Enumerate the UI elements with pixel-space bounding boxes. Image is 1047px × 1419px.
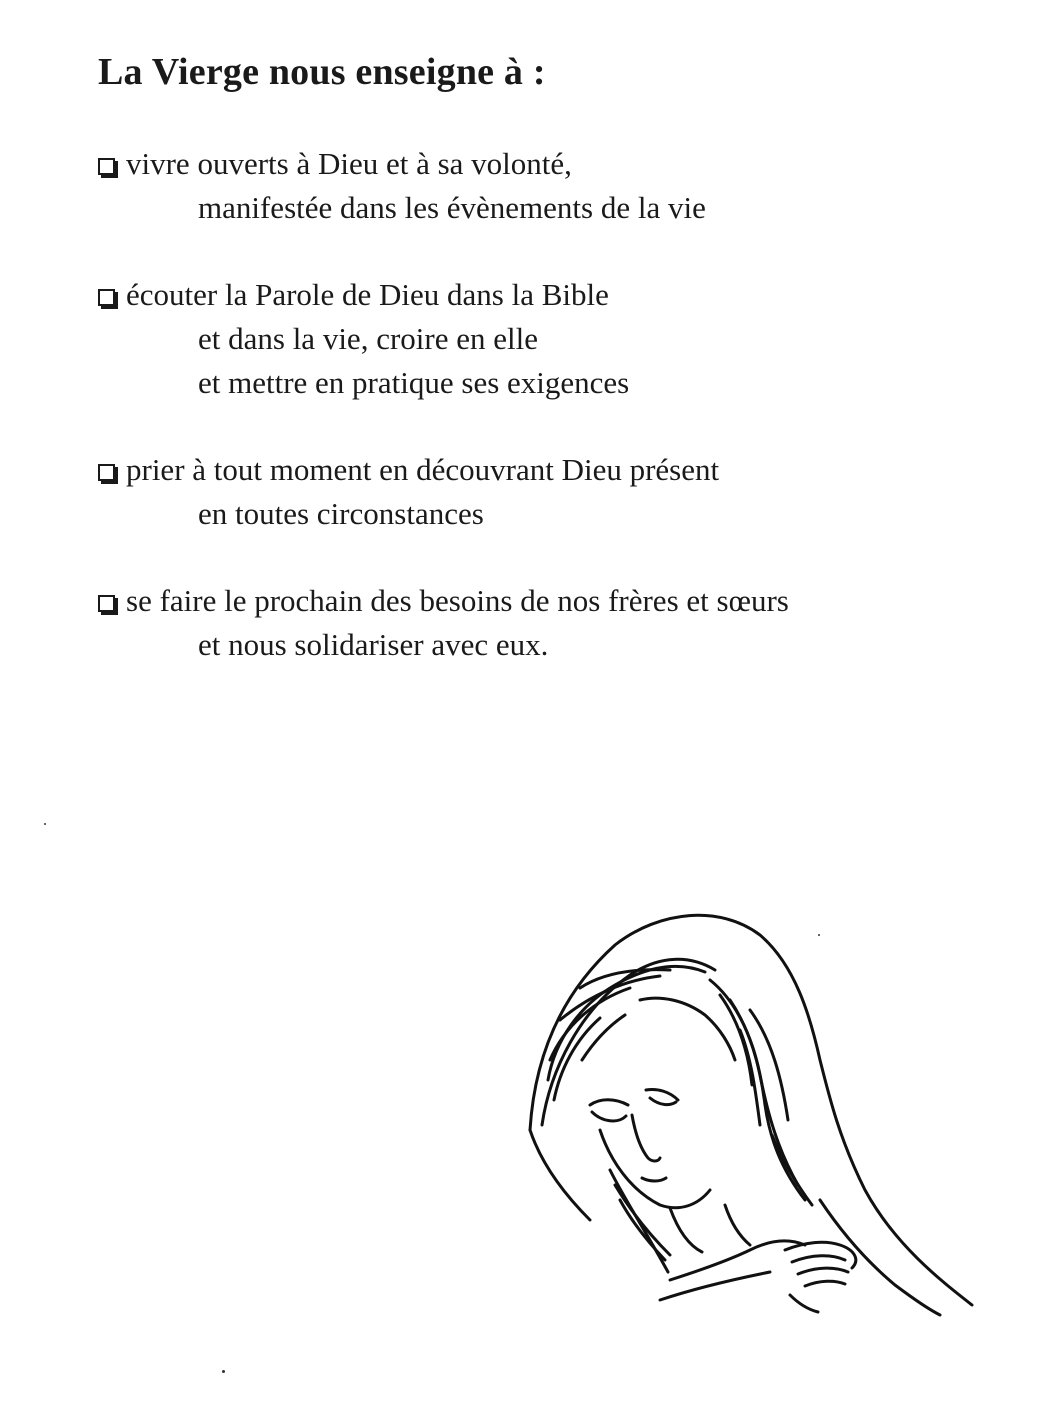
list-item-text: manifestée dans les évènements de la vie — [198, 190, 706, 225]
page-title: La Vierge nous enseigne à : — [98, 51, 546, 93]
list-item-text: et nous solidariser avec eux. — [198, 627, 549, 662]
scan-speck — [222, 1370, 225, 1373]
list-item-text: et mettre en pratique ses exigences — [198, 365, 630, 400]
list-item — [98, 579, 789, 667]
checkbox-icon — [98, 464, 115, 481]
list-item-text: vivre ouverts à Dieu et à sa volonté, — [126, 146, 572, 181]
list-item-text: écouter la Parole de Dieu dans la Bible — [126, 277, 609, 312]
checkbox-icon — [98, 595, 115, 612]
list-item-text: en toutes circonstances — [198, 496, 484, 531]
list-item-text: se faire le prochain des besoins de nos frères et sœurs — [126, 583, 789, 618]
list-item — [98, 273, 629, 405]
scan-speck — [44, 823, 46, 825]
checkbox-icon — [98, 289, 115, 306]
list-item — [98, 448, 719, 536]
list-item — [98, 142, 706, 230]
scan-speck — [818, 934, 820, 936]
virgin-mary-drawing — [520, 900, 990, 1320]
list-item-text: prier à tout moment en découvrant Dieu présent — [126, 452, 720, 487]
list-item-text: et dans la vie, croire en elle — [198, 321, 538, 356]
checkbox-icon — [98, 158, 115, 175]
